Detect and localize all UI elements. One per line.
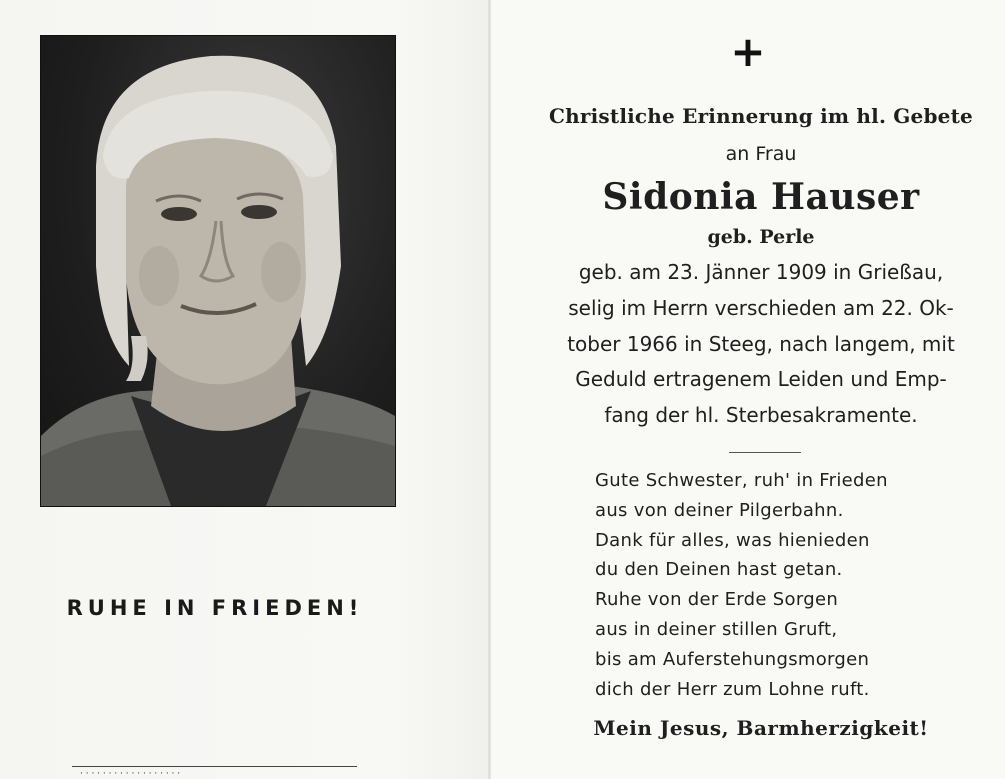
poem [595,466,975,704]
poem-line: Ruhe von der Erde Sorgen [595,589,839,611]
right-panel [491,0,1005,779]
poem-line: Dank für alles, was hienieden [595,529,870,551]
memorial-heading: Christliche Erinnerung im hl. Gebete [549,104,973,128]
portrait-photo [41,36,395,506]
poem-line: du den Deinen hast getan. [595,559,843,581]
bio-line: tober 1966 in Steeg, nach langem, mit [567,332,955,356]
bio-line: geb. am 23. Jänner 1909 in Grießau, [578,260,944,284]
poem-line: Gute Schwester, ruh' in Frieden [595,470,888,491]
bio-line: selig im Herrn verschieden am 22. Ok- [568,296,954,320]
cross-icon: + [730,27,766,76]
bio-line: fang der hl. Sterbesakramente. [604,403,918,427]
deceased-name: Sidonia Hauser [602,176,920,218]
section-divider [729,452,801,453]
poem-line: dich der Herr zum Lohne ruft. [595,678,870,700]
printer-rule [72,766,357,767]
poem-line: bis am Auferstehungsmorgen [595,648,870,670]
bio-line: Geduld ertragenem Leiden und Emp- [575,367,947,391]
poem-line: aus in deiner stillen Gruft, [595,618,838,640]
poem-line: aus von deiner Pilgerbahn. [595,499,844,521]
closing-prayer: Mein Jesus, Barmherzigkeit! [593,716,929,740]
left-panel [0,0,490,779]
salutation: an Frau [725,143,797,165]
printer-imprint: · · · · · · · · · · · · · · · · · · [80,770,181,779]
portrait-illustration [41,36,395,506]
maiden-name: geb. Perle [707,226,815,248]
rest-in-peace-text: RUHE IN FRIEDEN! [66,596,364,620]
